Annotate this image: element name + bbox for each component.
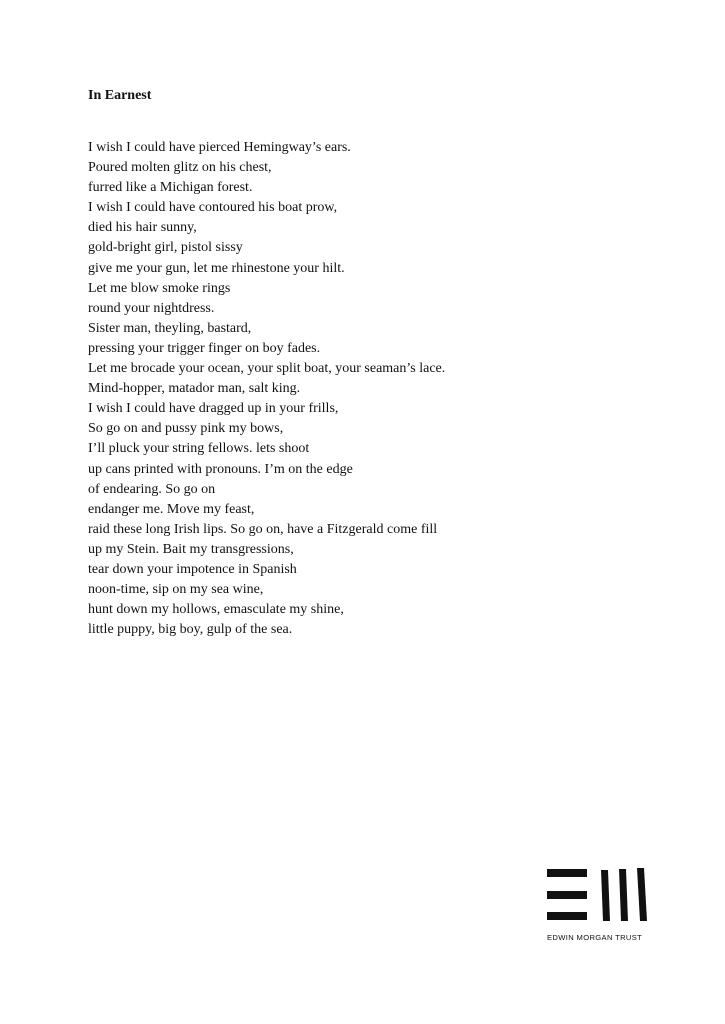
poem-line: So go on and pussy pink my bows, xyxy=(88,421,284,437)
poem-line: up cans printed with pronouns. I’m on the edge xyxy=(88,461,353,477)
poem-line: Let me blow smoke rings xyxy=(88,280,231,296)
poem-line: Let me brocade your ocean, your split boat, your seaman’s lace. xyxy=(88,361,446,377)
poem-line: I wish I could have pierced Hemingway’s ears. xyxy=(88,140,351,155)
poem-line: I wish I could have contoured his boat prow, xyxy=(88,200,338,216)
poem-line: up my Stein. Bait my transgressions, xyxy=(88,541,294,557)
poem-line: I’ll pluck your string fellows. lets shoot xyxy=(88,441,310,457)
poem-line: gold-bright girl, pistol sissy xyxy=(88,240,243,256)
logo-wordmark: EDWIN MORGAN TRUST xyxy=(547,933,643,942)
poem-line: noon-time, sip on my sea wine, xyxy=(88,582,264,598)
poem-line: pressing your trigger finger on boy fades. xyxy=(88,340,321,356)
poem-line: Mind-hopper, matador man, salt king. xyxy=(88,381,301,397)
poem-line: give me your gun, let me rhinestone your hilt. xyxy=(88,260,345,276)
poem-line: furred like a Michigan forest. xyxy=(88,180,253,196)
poem-line: tear down your impotence in Spanish xyxy=(88,561,297,577)
poem-body xyxy=(88,138,445,640)
poem-line: Poured molten glitz on his chest, xyxy=(88,160,272,176)
poem-line: endanger me. Move my feast, xyxy=(88,501,255,517)
poem-line: of endearing. So go on xyxy=(88,481,216,497)
poem-line: round your nightdress. xyxy=(88,300,215,316)
poem-title: In Earnest xyxy=(88,88,152,103)
poem-line: I wish I could have dragged up in your frills, xyxy=(88,401,339,417)
poem-line: hunt down my hollows, emasculate my shine, xyxy=(88,602,344,618)
poem-line: died his hair sunny, xyxy=(88,220,197,236)
poem-line: raid these long Irish lips. So go on, have a Fitzgerald come fill xyxy=(88,521,438,537)
poem-line: little puppy, big boy, gulp of the sea. xyxy=(88,622,293,638)
poem-line: Sister man, theyling, bastard, xyxy=(88,320,252,336)
